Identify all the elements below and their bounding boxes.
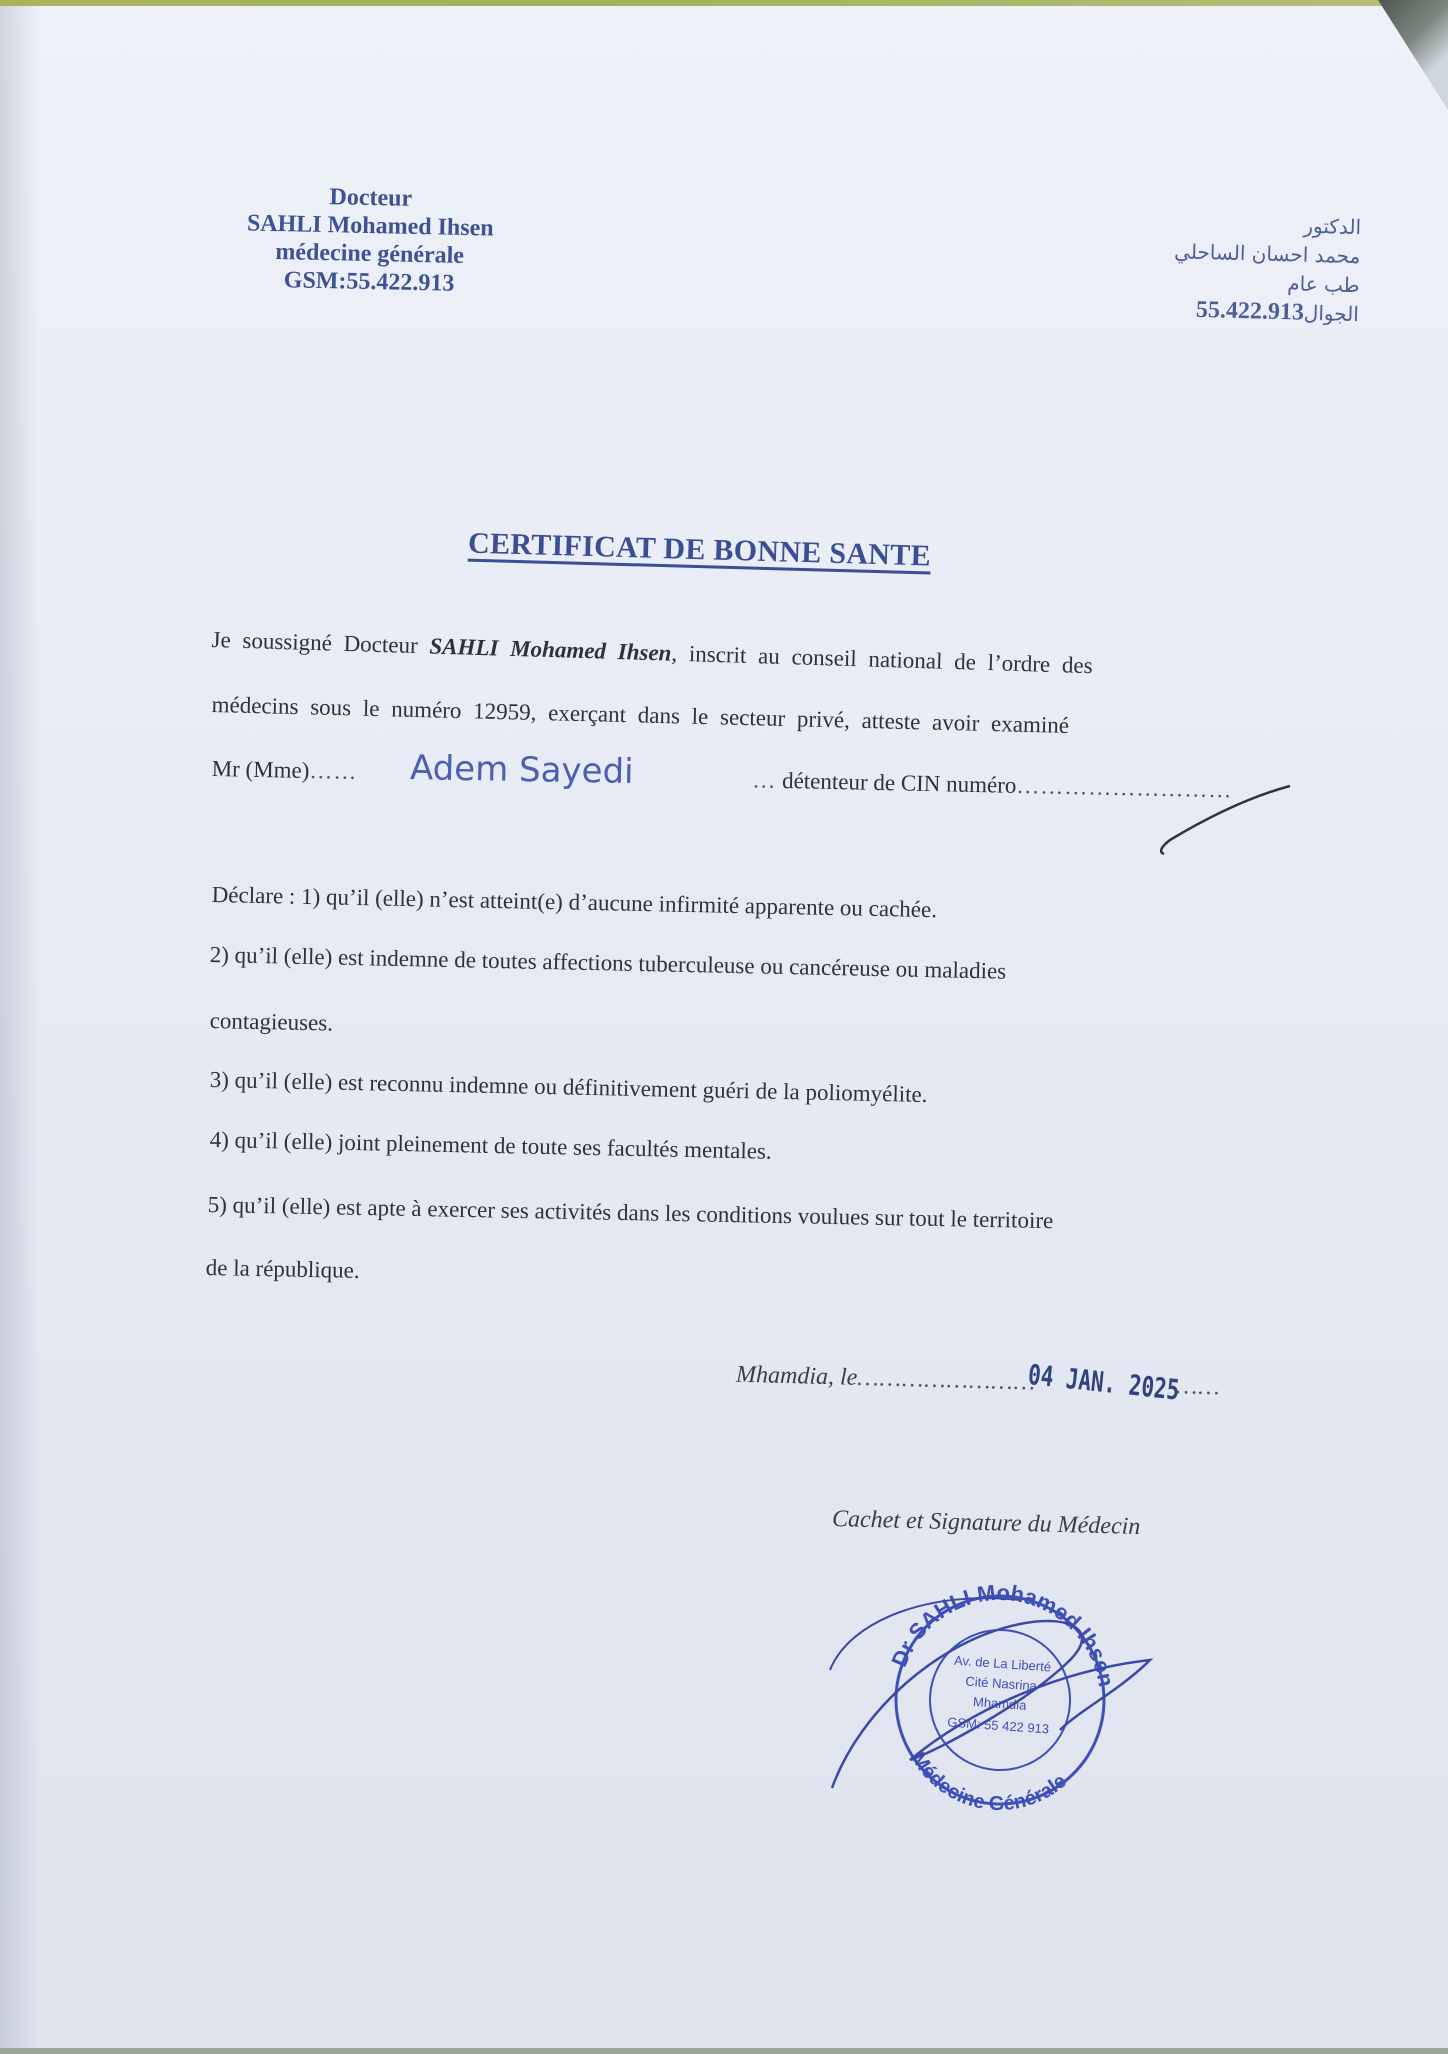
header-ar-title: الدكتور [1303,213,1362,240]
document-title: CERTIFICAT DE BONNE SANTE [467,526,932,573]
place-date-line: Mhamdia, le…………………… …… [735,1361,1221,1401]
svg-text:Dr SAHLI Mohamed Ihsen: Dr SAHLI Mohamed Ihsen [886,1579,1120,1689]
header-specialty: médecine générale [275,239,465,269]
declaration-1: Déclare : 1) qu’il (elle) n’est atteint(e) d’aucune infirmité apparente ou cachée. [211,882,938,923]
svg-text:Cité Nasrina: Cité Nasrina [964,1673,1038,1694]
declaration-3: 3) qu’il (elle) est reconnu indemne ou définitivement guéri de la poliomyélite. [209,1067,928,1108]
doctor-header-ar [1119,207,1362,329]
declaration-2b: contagieuses. [209,1008,334,1036]
svg-text:Mhamdia: Mhamdia [972,1694,1027,1713]
declaration-5a: 5) qu’il (elle) est apte à exercer ses activités dans les conditions voulues sur tout le territoire [207,1192,1054,1234]
signature-label: Cachet et Signature du Médecin [831,1505,1141,1541]
header-ar-name: محمد احسان الساحلي [1173,239,1361,269]
header-phone: GSM:55.422.913 [283,267,455,297]
intro-line-3: Mr (Mme)…… … détenteur de CIN numéro……………………… [211,756,1233,803]
svg-text:Av. de La Liberté: Av. de La Liberté [953,1652,1052,1675]
doctor-stamp-signature [820,1560,1180,1820]
date-stamp: 04 JAN. 2025 [1026,1358,1181,1407]
declaration-4: 4) qu’il (elle) joint pleinement de toute ses facultés mentales. [209,1127,772,1164]
doctor-header-fr [199,180,541,299]
declaration-5b: de la république. [205,1255,360,1283]
intro-line-1: Je soussigné Docteur SAHLI Mohamed Ihsen, inscrit au conseil national de l’ordre des [211,627,1094,679]
header-doctor-name: SAHLI Mohamed Ihsen [246,210,494,242]
header-ar-specialty: طب عام [1286,271,1360,298]
header-ar-phone: الجوال55.422.913 [1195,296,1360,327]
intro-doctor-name: SAHLI Mohamed Ihsen [429,633,672,666]
declaration-2a: 2) qu’il (elle) est indemne de toutes affections tuberculeuse ou cancéreuse ou maladies [209,942,1007,984]
header-title: Docteur [329,184,413,212]
cin-slash-mark [1150,780,1300,860]
svg-text:Médecine Générale: Médecine Générale [906,1748,1071,1816]
svg-text:GSM: 55 422 913: GSM: 55 422 913 [946,1714,1050,1737]
patient-name-handwritten: Adem Sayedi [409,748,634,792]
intro-line-2: médecins sous le numéro 12959, exerçant dans le secteur privé, atteste avoir examiné [211,692,1070,738]
